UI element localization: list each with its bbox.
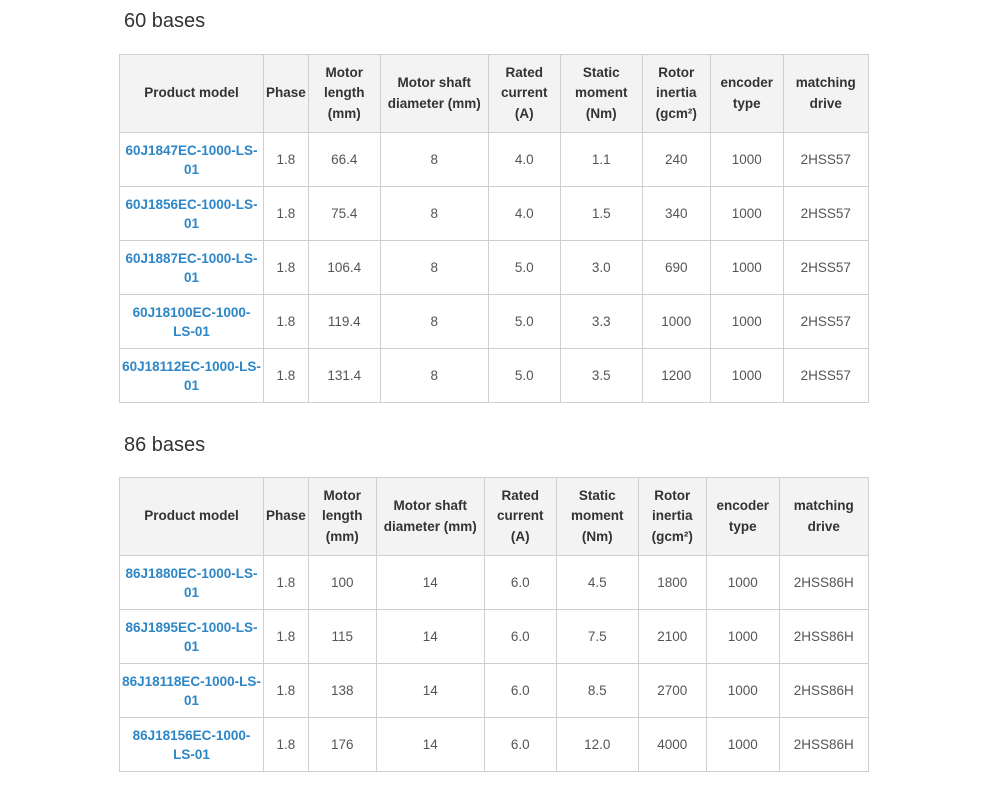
rotor-inertia-cell: 340 xyxy=(642,187,710,241)
matching-drive-cell: 2HSS57 xyxy=(783,349,868,403)
product-model-cell xyxy=(120,664,264,718)
table-row xyxy=(120,295,869,349)
product-model-cell xyxy=(120,241,264,295)
header-rated-current: Rated current (A) xyxy=(488,55,560,133)
static-moment-cell: 3.0 xyxy=(560,241,642,295)
rated-current-cell: 4.0 xyxy=(488,187,560,241)
phase-cell: 1.8 xyxy=(264,187,309,241)
table-row xyxy=(120,718,869,772)
static-moment-cell: 7.5 xyxy=(556,610,638,664)
header-static-moment: Static moment (Nm) xyxy=(560,55,642,133)
header-static-moment: Static moment (Nm) xyxy=(556,478,638,556)
motor-length-cell: 100 xyxy=(308,556,376,610)
product-model-link[interactable]: 86J1880EC-1000-LS-01 xyxy=(125,565,258,600)
motor-length-cell: 75.4 xyxy=(308,187,380,241)
table-row xyxy=(120,556,869,610)
rotor-inertia-cell: 1800 xyxy=(638,556,706,610)
matching-drive-cell: 2HSS57 xyxy=(783,295,868,349)
header-encoder-type: encoder type xyxy=(706,478,779,556)
shaft-diameter-cell: 8 xyxy=(380,133,488,187)
header-encoder-type: encoder type xyxy=(710,55,783,133)
product-model-link[interactable]: 60J18112EC-1000-LS-01 xyxy=(122,358,261,393)
rated-current-cell: 5.0 xyxy=(488,241,560,295)
header-rated-current: Rated current (A) xyxy=(484,478,556,556)
product-model-link[interactable]: 60J1887EC-1000-LS-01 xyxy=(125,250,258,285)
phase-cell: 1.8 xyxy=(264,133,309,187)
product-model-cell xyxy=(120,349,264,403)
rated-current-cell: 6.0 xyxy=(484,556,556,610)
shaft-diameter-cell: 8 xyxy=(380,295,488,349)
motor-length-cell: 138 xyxy=(308,664,376,718)
motor-length-cell: 176 xyxy=(308,718,376,772)
matching-drive-cell: 2HSS86H xyxy=(779,610,868,664)
encoder-type-cell: 1000 xyxy=(706,556,779,610)
matching-drive-cell: 2HSS57 xyxy=(783,241,868,295)
header-motor-length: Motor length (mm) xyxy=(308,55,380,133)
shaft-diameter-cell: 14 xyxy=(376,610,484,664)
product-model-link[interactable]: 86J1895EC-1000-LS-01 xyxy=(125,619,258,654)
table-row xyxy=(120,610,869,664)
shaft-diameter-cell: 14 xyxy=(376,718,484,772)
encoder-type-cell: 1000 xyxy=(706,664,779,718)
header-phase: Phase xyxy=(264,478,309,556)
rotor-inertia-cell: 2100 xyxy=(638,610,706,664)
rated-current-cell: 5.0 xyxy=(488,295,560,349)
table-body-86 xyxy=(120,556,869,772)
static-moment-cell: 12.0 xyxy=(556,718,638,772)
spec-table-60 xyxy=(119,54,869,403)
header-matching-drive: matching drive xyxy=(779,478,868,556)
encoder-type-cell: 1000 xyxy=(710,349,783,403)
header-shaft-diameter: Motor shaft diameter (mm) xyxy=(380,55,488,133)
shaft-diameter-cell: 14 xyxy=(376,664,484,718)
phase-cell: 1.8 xyxy=(264,295,309,349)
header-motor-length: Motor length (mm) xyxy=(308,478,376,556)
rated-current-cell: 5.0 xyxy=(488,349,560,403)
static-moment-cell: 4.5 xyxy=(556,556,638,610)
encoder-type-cell: 1000 xyxy=(710,295,783,349)
product-model-cell xyxy=(120,295,264,349)
matching-drive-cell: 2HSS86H xyxy=(779,664,868,718)
encoder-type-cell: 1000 xyxy=(706,610,779,664)
static-moment-cell: 3.5 xyxy=(560,349,642,403)
product-model-link[interactable]: 60J1847EC-1000-LS-01 xyxy=(125,142,258,177)
section-title-86: 86 bases xyxy=(124,434,206,456)
product-model-cell xyxy=(120,610,264,664)
phase-cell: 1.8 xyxy=(264,556,309,610)
encoder-type-cell: 1000 xyxy=(710,133,783,187)
phase-cell: 1.8 xyxy=(264,664,309,718)
rotor-inertia-cell: 690 xyxy=(642,241,710,295)
encoder-type-cell: 1000 xyxy=(710,187,783,241)
shaft-diameter-cell: 14 xyxy=(376,556,484,610)
shaft-diameter-cell: 8 xyxy=(380,187,488,241)
header-shaft-diameter: Motor shaft diameter (mm) xyxy=(376,478,484,556)
rated-current-cell: 6.0 xyxy=(484,610,556,664)
header-product-model: Product model xyxy=(120,478,264,556)
encoder-type-cell: 1000 xyxy=(710,241,783,295)
motor-length-cell: 115 xyxy=(308,610,376,664)
product-model-link[interactable]: 86J18118EC-1000-LS-01 xyxy=(122,673,261,708)
motor-length-cell: 131.4 xyxy=(308,349,380,403)
rotor-inertia-cell: 4000 xyxy=(638,718,706,772)
table-row xyxy=(120,241,869,295)
static-moment-cell: 8.5 xyxy=(556,664,638,718)
encoder-type-cell: 1000 xyxy=(706,718,779,772)
shaft-diameter-cell: 8 xyxy=(380,349,488,403)
product-model-cell xyxy=(120,556,264,610)
product-model-link[interactable]: 60J1856EC-1000-LS-01 xyxy=(125,196,258,231)
matching-drive-cell: 2HSS86H xyxy=(779,718,868,772)
table-body-60 xyxy=(120,133,869,403)
header-rotor-inertia: Rotor inertia (gcm²) xyxy=(642,55,710,133)
rated-current-cell: 4.0 xyxy=(488,133,560,187)
rated-current-cell: 6.0 xyxy=(484,664,556,718)
table-row xyxy=(120,664,869,718)
table-row xyxy=(120,349,869,403)
rated-current-cell: 6.0 xyxy=(484,718,556,772)
static-moment-cell: 3.3 xyxy=(560,295,642,349)
header-rotor-inertia: Rotor inertia (gcm²) xyxy=(638,478,706,556)
table-header-row xyxy=(120,478,869,556)
matching-drive-cell: 2HSS57 xyxy=(783,133,868,187)
static-moment-cell: 1.1 xyxy=(560,133,642,187)
phase-cell: 1.8 xyxy=(264,610,309,664)
rotor-inertia-cell: 2700 xyxy=(638,664,706,718)
rotor-inertia-cell: 1000 xyxy=(642,295,710,349)
rotor-inertia-cell: 1200 xyxy=(642,349,710,403)
phase-cell: 1.8 xyxy=(264,718,309,772)
header-product-model: Product model xyxy=(120,55,264,133)
product-model-cell xyxy=(120,133,264,187)
matching-drive-cell: 2HSS57 xyxy=(783,187,868,241)
phase-cell: 1.8 xyxy=(264,241,309,295)
product-model-link[interactable]: 86J18156EC-1000-LS-01 xyxy=(132,727,251,762)
motor-length-cell: 106.4 xyxy=(308,241,380,295)
table-header-row xyxy=(120,55,869,133)
phase-cell: 1.8 xyxy=(264,349,309,403)
table-row xyxy=(120,133,869,187)
rotor-inertia-cell: 240 xyxy=(642,133,710,187)
product-model-cell xyxy=(120,718,264,772)
motor-length-cell: 119.4 xyxy=(308,295,380,349)
shaft-diameter-cell: 8 xyxy=(380,241,488,295)
header-matching-drive: matching drive xyxy=(783,55,868,133)
table-row xyxy=(120,187,869,241)
motor-length-cell: 66.4 xyxy=(308,133,380,187)
spec-table-86 xyxy=(119,477,869,772)
section-title-60: 60 bases xyxy=(124,10,206,32)
static-moment-cell: 1.5 xyxy=(560,187,642,241)
matching-drive-cell: 2HSS86H xyxy=(779,556,868,610)
product-model-link[interactable]: 60J18100EC-1000-LS-01 xyxy=(132,304,251,339)
header-phase: Phase xyxy=(264,55,309,133)
product-model-cell xyxy=(120,187,264,241)
